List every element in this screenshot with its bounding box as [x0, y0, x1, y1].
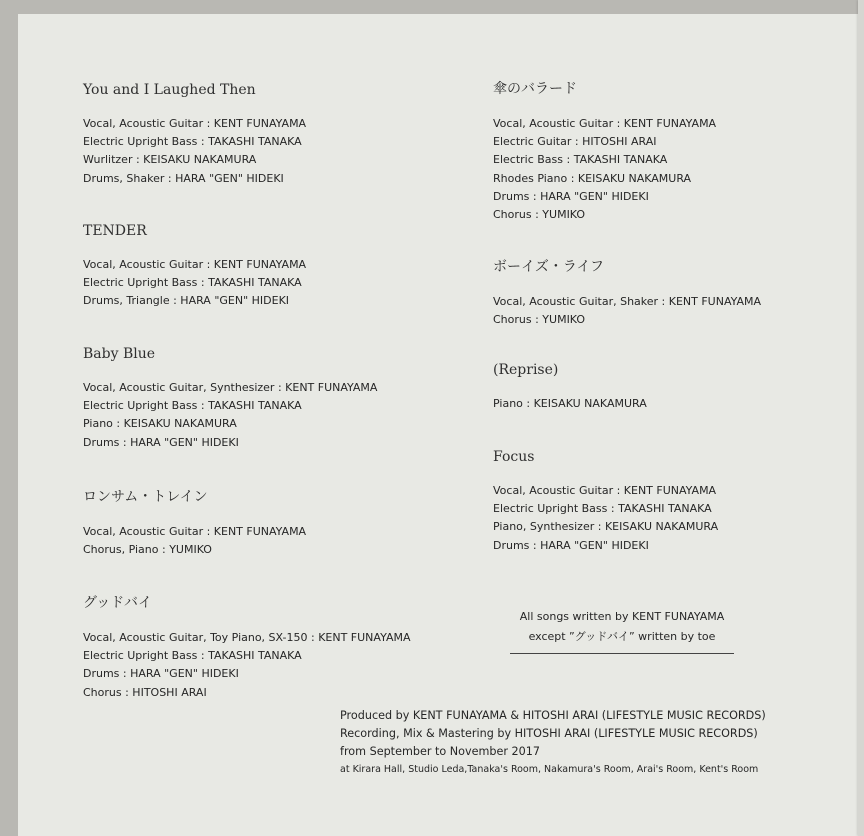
song-block-reprise	[493, 362, 647, 413]
credit-line: Electric Upright Bass : TAKASHI TANAKA	[83, 276, 302, 290]
song-title: Baby Blue	[83, 346, 156, 362]
credit-line: Vocal, Acoustic Guitar : KENT FUNAYAMA	[83, 117, 307, 130]
credit-line: Piano : KEISAKU NAKAMURA	[83, 417, 237, 431]
credit-line: Drums : HARA "GEN" HIDEKI	[83, 435, 239, 449]
songwriting-credit	[510, 607, 734, 654]
engineer-line: Recording, Mix & Mastering by HITOSHI ARAI (LIFESTYLE MUSIC RECORDS)	[340, 727, 758, 740]
credit-line: Rhodes Piano : KEISAKU NAKAMURA	[493, 171, 692, 185]
credit-line: Drums, Triangle : HARA "GEN" HIDEKI	[83, 294, 290, 308]
recording-period-line: from September to November 2017	[340, 745, 540, 758]
song-block-kasa-no-ballad	[493, 78, 716, 224]
credit-line: Vocal, Acoustic Guitar : KENT FUNAYAMA	[493, 117, 717, 130]
song-title: TENDER	[83, 223, 147, 239]
songwriting-exception-line: except ”グッドバイ” written by toe	[528, 630, 716, 643]
credit-line: Chorus, Piano : YUMIKO	[83, 543, 212, 557]
credit-line: Vocal, Acoustic Guitar, Synthesizer : KENT FUNAYAMA	[83, 381, 378, 394]
credit-line: Electric Upright Bass : TAKASHI TANAKA	[83, 135, 302, 149]
song-block-focus	[493, 449, 718, 555]
song-title: ボーイズ・ライフ	[493, 259, 605, 275]
credit-line: Vocal, Acoustic Guitar : KENT FUNAYAMA	[83, 258, 307, 271]
credit-line: Drums : HARA "GEN" HIDEKI	[493, 189, 649, 203]
credit-line: Electric Upright Bass : TAKASHI TANAKA	[83, 649, 302, 663]
credit-line: Chorus : YUMIKO	[493, 313, 586, 327]
credit-line: Drums, Shaker : HARA "GEN" HIDEKI	[83, 171, 284, 185]
song-title: Focus	[493, 449, 535, 465]
credit-line: Piano, Synthesizer : KEISAKU NAKAMURA	[493, 520, 719, 534]
song-title: ロンサム・トレイン	[83, 489, 208, 505]
song-title: (Reprise)	[493, 362, 559, 378]
credit-line: Vocal, Acoustic Guitar, Shaker : KENT FUNAYAMA	[493, 295, 762, 308]
credit-line: Piano : KEISAKU NAKAMURA	[493, 397, 647, 410]
production-credits	[340, 707, 766, 779]
credit-line: Vocal, Acoustic Guitar : KENT FUNAYAMA	[83, 525, 307, 538]
song-block-tender	[83, 223, 306, 311]
song-title: You and I Laughed Then	[83, 82, 256, 98]
song-block-boys-life	[493, 256, 761, 329]
song-block-lonesome-train	[83, 486, 306, 559]
credit-line: Electric Bass : TAKASHI TANAKA	[493, 153, 668, 167]
credit-line: Vocal, Acoustic Guitar, Toy Piano, SX-150 : KENT FUNAYAMA	[83, 631, 411, 644]
recording-locations-line: at Kirara Hall, Studio Leda,Tanaka's Room, Nakamura's Room, Arai's Room, Kent's Room	[340, 764, 759, 775]
credit-line: Drums : HARA "GEN" HIDEKI	[83, 667, 239, 681]
song-title: グッドバイ	[83, 595, 153, 611]
song-title: 傘のバラード	[493, 81, 577, 97]
credit-line: Chorus : YUMIKO	[493, 208, 586, 222]
credit-line: Electric Upright Bass : TAKASHI TANAKA	[83, 399, 302, 413]
song-block-goodbye	[83, 592, 410, 702]
credit-line: Wurlitzer : KEISAKU NAKAMURA	[83, 153, 257, 167]
credit-line: Electric Guitar : HITOSHI ARAI	[493, 135, 657, 149]
credit-line: Vocal, Acoustic Guitar : KENT FUNAYAMA	[493, 484, 717, 497]
credit-line: Electric Upright Bass : TAKASHI TANAKA	[493, 502, 712, 516]
credit-line: Chorus : HITOSHI ARAI	[83, 685, 207, 699]
songwriting-line: All songs written by KENT FUNAYAMA	[519, 610, 725, 623]
song-block-baby-blue	[83, 346, 377, 452]
sleeve-edge	[858, 0, 864, 836]
song-block-you-and-i-laughed-then	[83, 82, 306, 188]
credit-line: Drums : HARA "GEN" HIDEKI	[493, 538, 649, 552]
producer-line: Produced by KENT FUNAYAMA & HITOSHI ARAI (LIFESTYLE MUSIC RECORDS)	[340, 709, 766, 722]
